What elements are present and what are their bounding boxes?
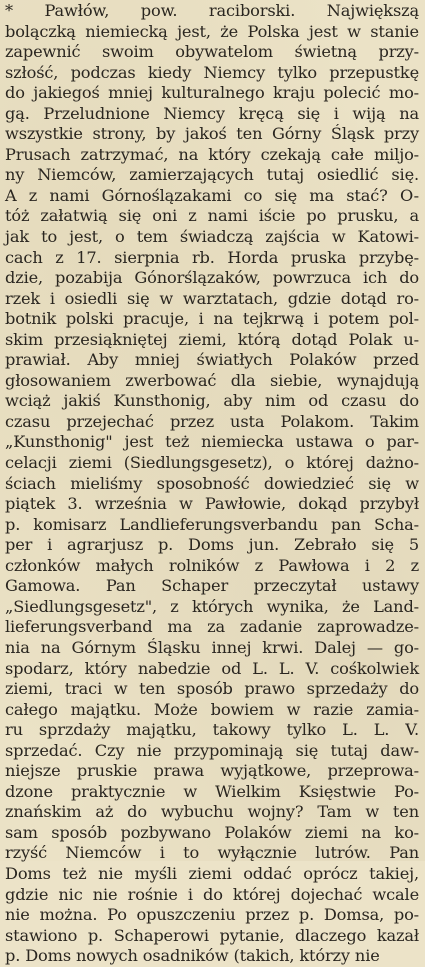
article-line: p. Doms nowych osadników (takich, którzy nie — [5, 946, 380, 966]
article-line: per i agrarjusz p. Doms jun. Zebrało się 5 — [5, 535, 419, 555]
article-line: tóż załatwią się oni z nami iście po prusku, a — [5, 206, 419, 226]
article-line: skim przesiąkniętej ziemi, którą dotąd Polak u- — [5, 329, 419, 349]
article-line: sprzedać. Czy nie przypominają się tutaj daw- — [5, 740, 419, 760]
article-line: gą. Przeludnione Niemcy kręcą się i wiją na — [5, 103, 419, 123]
article-line: piątek 3. września w Pawłowie, dokąd przybył — [5, 494, 419, 514]
article-line: sam sposób pozbywano Polaków ziemi na ko- — [5, 822, 419, 842]
article-line: ru sprzdaży majątku, takowy tylko L. L. V. — [5, 720, 419, 740]
article-column — [5, 1, 419, 967]
article-line: czasu przejechać przez usta Polakom. Takim — [5, 411, 419, 431]
article-line: * Pawłów, pow. raciborski. Największą — [5, 1, 419, 20]
article-line: ściach mieliśmy sposobność dowiedzieć się w — [5, 473, 419, 493]
article-line: szłość, podczas kiedy Niemcy tylko przepustkę — [5, 62, 419, 82]
article-line: Prusach zatrzymać, na który czekają całe miljo- — [5, 144, 419, 164]
article-line: znańskim aż do wybuchu wojny? Tam w ten — [5, 802, 419, 822]
article-line: niejsze pruskie prawa wyjątkowe, przeprowa- — [5, 761, 419, 781]
article-line: bolączką niemiecką jest, że Polska jest w stanie — [5, 21, 419, 41]
article-line: celacji ziemi (Siedlungsgesetz), o której dażno- — [5, 453, 419, 473]
article-line: dzie, pozabija Gónorślązaków, powrzuca ich do — [5, 268, 419, 288]
article-line: gdzie nic nie rośnie i do której dojechać wcale — [5, 884, 419, 904]
article-line: wszystkie strony, by jakoś ten Górny Śląsk przy — [5, 124, 419, 144]
article-line: całego majątku. Może bowiem w razie zamia- — [5, 699, 419, 719]
article-line: ny Niemców, zamierzających tutaj osiedlić się. — [5, 165, 419, 185]
article-line: nia na Górnym Śląsku innej krwi. Dalej — go- — [5, 637, 419, 657]
article-line: jak to jest, o tem świadczą zajścia w Katowi- — [5, 227, 419, 247]
article-line: wciąż jakiś Kunsthonig, aby nim od czasu do — [5, 391, 419, 411]
article-line: zapewnić swoim obywatelom świetną przy- — [5, 42, 419, 62]
article-line: „Siedlungsgesetz", z których wynika, że Land- — [5, 596, 419, 616]
article-line: ziemi, traci w ten sposób prawo sprzedaży do — [5, 679, 419, 699]
article-line: A z nami Górnoślązakami co się ma stać? O- — [5, 185, 419, 205]
article-line: do jakiegoś mniej kulturalnego kraju polecić mo- — [5, 83, 419, 103]
article-line: spodarz, który nabedzie od L. L. V. cośkolwiek — [5, 658, 419, 678]
article-line: Gamowa. Pan Schaper przeczytał ustawy — [5, 576, 419, 596]
article-line: głosowaniem zwerbować dla siebie, wynajdują — [5, 370, 419, 390]
article-line: lieferungsverband ma za zadanie zaprowadze- — [5, 617, 419, 637]
article-line: nie można. Po opuszczeniu przez p. Domsa, po- — [5, 905, 419, 925]
article-line: rzek i osiedli się w warztatach, gdzie dotąd ro- — [5, 288, 419, 308]
article-line: „Kunsthonig" jest też niemiecka ustawa o par- — [5, 432, 419, 452]
article-line: stawiono p. Schaperowi pytanie, dlaczego kazał — [5, 925, 419, 945]
article-line: p. komisarz Landlieferungsverbandu pan Scha- — [5, 514, 419, 534]
article-line: dzone praktycznie w Wielkim Księstwie Po- — [5, 781, 419, 801]
article-line: członków małych rolników z Pawłowa i 2 z — [5, 555, 419, 575]
article-line: botnik polski pracuje, i na tejkrwą i potem pol- — [5, 309, 419, 329]
article-line: prawiał. Aby mniej światłych Polaków przed — [5, 350, 419, 370]
article-line: rzyść Niemców i to wyłącznie lutrów. Pan — [5, 843, 419, 863]
article-line: Doms też nie myśli ziemi oddać oprócz takiej, — [5, 863, 419, 883]
article-line: cach z 17. sierpnia rb. Horda pruska przybę- — [5, 247, 419, 267]
